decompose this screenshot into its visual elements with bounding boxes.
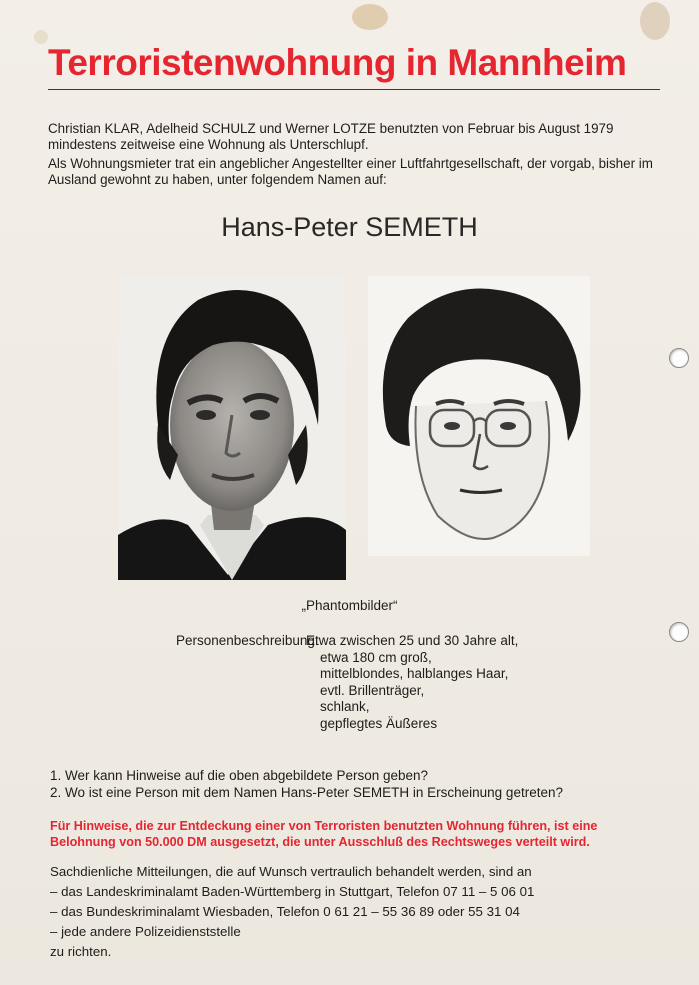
contact-line: – das Landeskriminalamt Baden-Württemberg in Stuttgart, Telefon 07 11 – 5 06 01 bbox=[50, 884, 535, 899]
description-line: schlank, bbox=[320, 699, 370, 714]
phantom-sketch bbox=[368, 276, 590, 556]
description-line: Etwa zwischen 25 und 30 Jahre alt, bbox=[306, 633, 519, 648]
suspect-photo bbox=[118, 275, 346, 580]
paper-stain bbox=[640, 2, 670, 40]
contact-line: – das Bundeskriminalamt Wiesbaden, Telefon 0 61 21 – 55 36 89 oder 55 31 04 bbox=[50, 904, 520, 919]
page-title: Terroristenwohnung in Mannheim bbox=[48, 42, 627, 83]
contact-closing: zu richten. bbox=[50, 944, 112, 959]
title-divider bbox=[48, 89, 660, 90]
reward-notice: Für Hinweise, die zur Entdeckung einer von Terroristen benutzten Wohnung führen, ist eine Belohnung von 50.000 DM ausgesetzt, die unter Ausschluß des Rechtsweges verteilt wird. bbox=[50, 819, 598, 849]
description-label: Personenbeschreibung: bbox=[176, 633, 319, 648]
description-values bbox=[306, 633, 519, 732]
question-item: 1. Wer kann Hinweise auf die oben abgebildete Person geben? bbox=[50, 768, 429, 783]
contact-info bbox=[50, 862, 534, 962]
description-line: etwa 180 cm groß, bbox=[320, 649, 432, 665]
photo-caption: „Phantombilder“ bbox=[301, 598, 398, 613]
punch-hole bbox=[669, 348, 689, 368]
question-item: 2. Wo ist eine Person mit dem Namen Hans-Peter SEMETH in Erscheinung getreten? bbox=[50, 785, 563, 800]
description-line: evtl. Brillenträger, bbox=[320, 682, 425, 698]
description-line: mittelblondes, halblanges Haar, bbox=[320, 666, 509, 681]
punch-hole bbox=[669, 622, 689, 642]
intro-paragraph-2: Als Wohnungsmieter trat ein angeblicher Angestellter einer Luftfahrtgesellschaft, der vorgab, bisher im Ausland gewohnt zu haben, unter folgendem Namen auf: bbox=[48, 156, 653, 187]
suspect-name: Hans-Peter SEMETH bbox=[221, 212, 478, 242]
description-line: gepflegtes Äußeres bbox=[320, 715, 438, 731]
intro-paragraph-1: Christian KLAR, Adelheid SCHULZ und Werner LOTZE benutzten von Februar bis August 1979 mindestens zeitweise eine Wohnung als Unterschlupf. bbox=[48, 121, 614, 152]
paper-stain bbox=[352, 4, 388, 30]
question-list bbox=[50, 767, 563, 801]
contact-line: – jede andere Polizeidienststelle bbox=[50, 924, 241, 939]
intro-text bbox=[48, 121, 663, 188]
paper-stain bbox=[34, 30, 48, 44]
contact-intro: Sachdienliche Mitteilungen, die auf Wunsch vertraulich behandelt werden, sind an bbox=[50, 864, 532, 879]
